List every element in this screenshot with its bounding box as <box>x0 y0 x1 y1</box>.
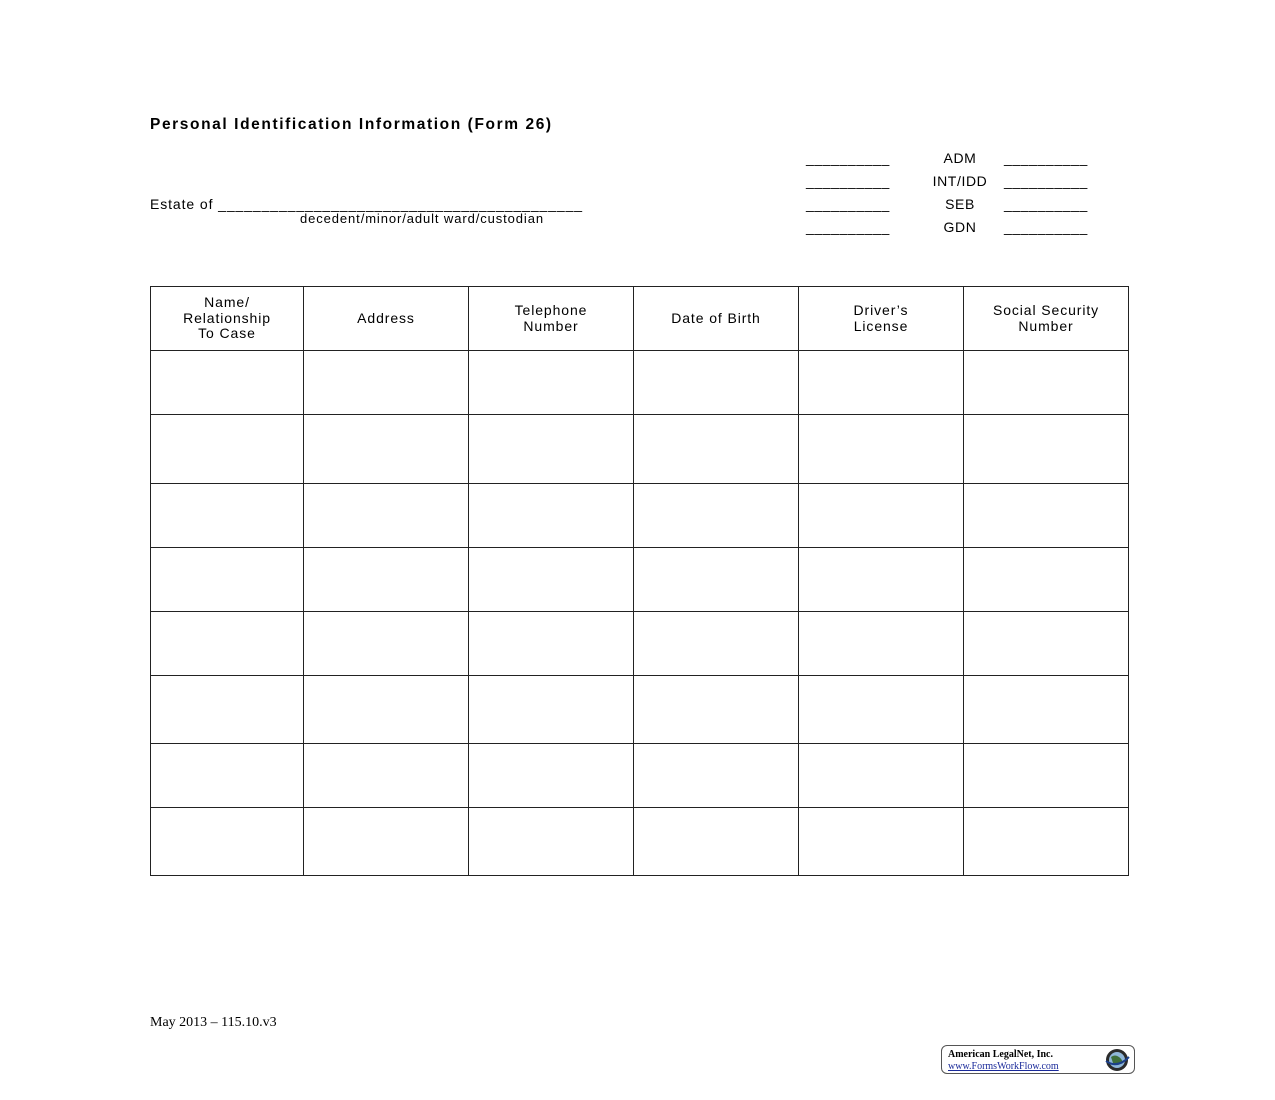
table-cell[interactable] <box>799 351 964 415</box>
table-cell[interactable] <box>634 744 799 808</box>
table-cell[interactable] <box>304 548 469 612</box>
table-cell[interactable] <box>469 484 634 548</box>
code-right-blank[interactable]: __________ <box>1004 150 1088 166</box>
table-cell[interactable] <box>304 612 469 676</box>
col-header-ssn: Social Security Number <box>964 287 1129 351</box>
table-cell[interactable] <box>634 612 799 676</box>
table-cell[interactable] <box>634 484 799 548</box>
table-row <box>151 351 1129 415</box>
table-cell[interactable] <box>151 612 304 676</box>
table-cell[interactable] <box>964 484 1129 548</box>
code-row-seb <box>806 196 1114 219</box>
table-cell[interactable] <box>799 415 964 484</box>
code-row-int-idd <box>806 173 1114 196</box>
code-label: GDN <box>943 219 977 235</box>
code-right-blank[interactable]: __________ <box>1004 196 1088 212</box>
code-left-blank[interactable]: __________ <box>806 150 890 166</box>
table-row <box>151 415 1129 484</box>
table-header-row <box>151 287 1129 351</box>
table-cell[interactable] <box>304 484 469 548</box>
table-cell[interactable] <box>151 484 304 548</box>
logo-company-name: American LegalNet, Inc. <box>948 1049 1053 1060</box>
code-label: ADM <box>943 150 977 166</box>
table-cell[interactable] <box>799 612 964 676</box>
table-row <box>151 744 1129 808</box>
table-cell[interactable] <box>799 676 964 744</box>
table-cell[interactable] <box>469 808 634 876</box>
table-cell[interactable] <box>799 484 964 548</box>
table-cell[interactable] <box>964 808 1129 876</box>
table-cell[interactable] <box>964 351 1129 415</box>
table-row <box>151 612 1129 676</box>
table-cell[interactable] <box>304 415 469 484</box>
table-cell[interactable] <box>304 744 469 808</box>
code-row-gdn <box>806 219 1114 242</box>
col-header-date-of-birth: Date of Birth <box>634 287 799 351</box>
table-row <box>151 484 1129 548</box>
table-cell[interactable] <box>964 612 1129 676</box>
table-cell[interactable] <box>634 676 799 744</box>
table-cell[interactable] <box>151 548 304 612</box>
table-row <box>151 676 1129 744</box>
table-cell[interactable] <box>634 351 799 415</box>
code-right-blank[interactable]: __________ <box>1004 219 1088 235</box>
globe-icon <box>1103 1047 1131 1073</box>
code-left-blank[interactable]: __________ <box>806 196 890 212</box>
code-row-adm <box>806 150 1114 173</box>
table-cell[interactable] <box>634 548 799 612</box>
table-cell[interactable] <box>469 415 634 484</box>
col-header-name-relationship: Name/ Relationship To Case <box>151 287 304 351</box>
table-cell[interactable] <box>469 548 634 612</box>
table-cell[interactable] <box>151 415 304 484</box>
identification-table <box>150 286 1129 876</box>
table-cell[interactable] <box>151 676 304 744</box>
table-cell[interactable] <box>964 548 1129 612</box>
code-left-blank[interactable]: __________ <box>806 173 890 189</box>
table-row <box>151 548 1129 612</box>
table-cell[interactable] <box>304 351 469 415</box>
table-cell[interactable] <box>964 744 1129 808</box>
estate-line <box>150 196 583 212</box>
table-cell[interactable] <box>304 676 469 744</box>
code-right-blank[interactable]: __________ <box>1004 173 1088 189</box>
table-cell[interactable] <box>634 415 799 484</box>
table-cell[interactable] <box>964 676 1129 744</box>
table-row <box>151 808 1129 876</box>
case-type-codes <box>806 150 1114 242</box>
col-header-address: Address <box>304 287 469 351</box>
table-cell[interactable] <box>799 744 964 808</box>
col-header-drivers-license: Driver’s License <box>799 287 964 351</box>
estate-sublabel: decedent/minor/adult ward/custodian <box>300 211 544 226</box>
code-label: INT/IDD <box>932 173 988 189</box>
logo-website-link[interactable]: www.FormsWorkFlow.com <box>948 1061 1059 1072</box>
table-cell[interactable] <box>469 744 634 808</box>
american-legalnet-logo <box>941 1045 1135 1074</box>
table-cell[interactable] <box>634 808 799 876</box>
table-cell[interactable] <box>304 808 469 876</box>
table-cell[interactable] <box>799 808 964 876</box>
table-cell[interactable] <box>151 351 304 415</box>
form-title: Personal Identification Information (Form 26) <box>150 116 553 133</box>
table-cell[interactable] <box>469 351 634 415</box>
estate-name-field[interactable]: __________________________________________ <box>218 196 583 212</box>
col-header-telephone: Telephone Number <box>469 287 634 351</box>
table-cell[interactable] <box>469 676 634 744</box>
table-cell[interactable] <box>469 612 634 676</box>
table-cell[interactable] <box>151 808 304 876</box>
estate-label: Estate of <box>150 196 214 212</box>
form-version: May 2013 – 115.10.v3 <box>150 1015 277 1030</box>
code-left-blank[interactable]: __________ <box>806 219 890 235</box>
table-cell[interactable] <box>799 548 964 612</box>
table-cell[interactable] <box>964 415 1129 484</box>
table-cell[interactable] <box>151 744 304 808</box>
code-label: SEB <box>945 196 975 212</box>
